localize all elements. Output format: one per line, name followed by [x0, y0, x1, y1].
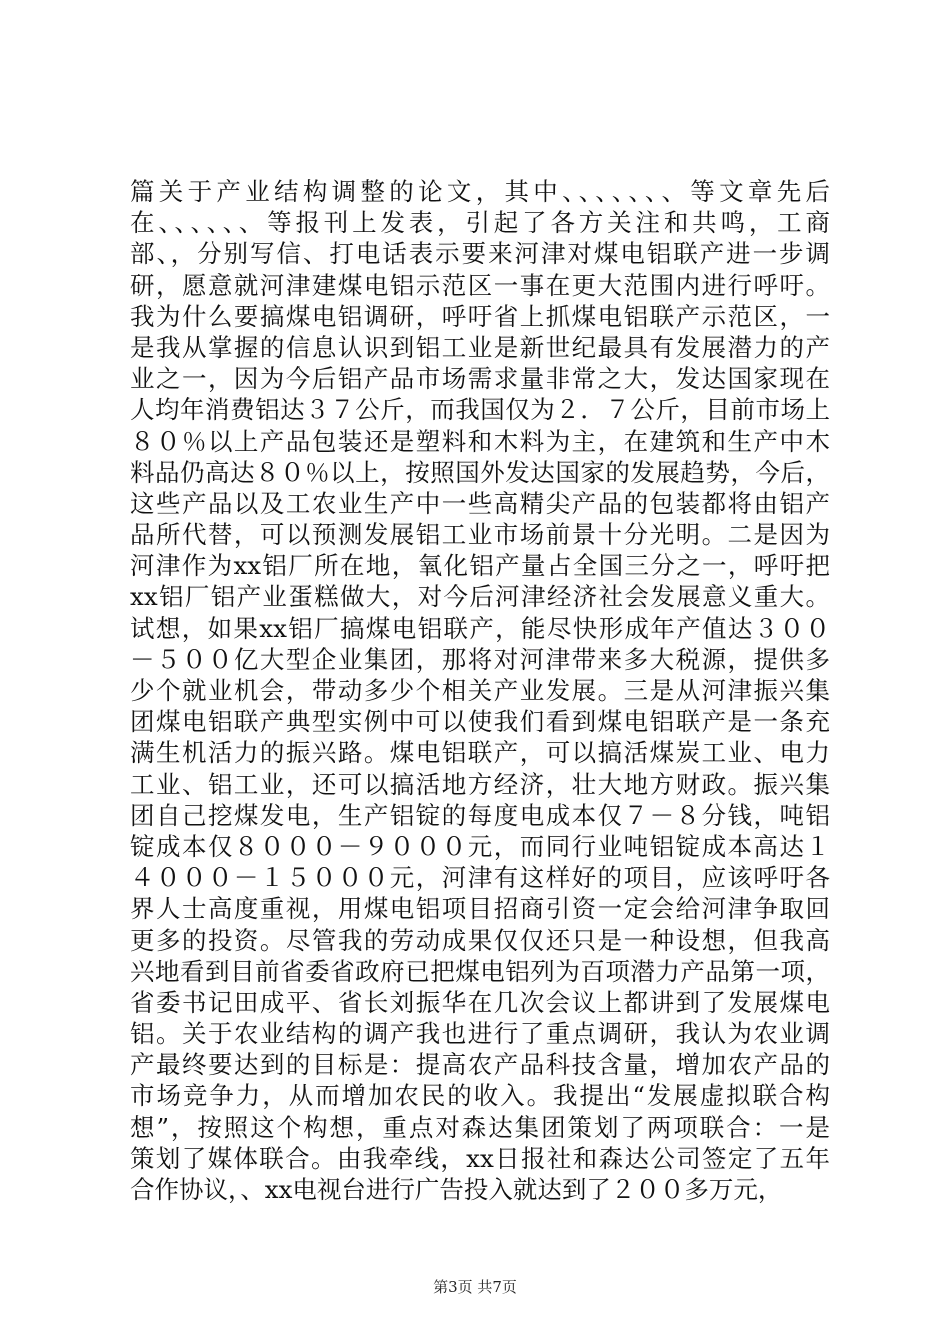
- text-line: 部、，分别写信、打电话表示要来河津对煤电铝联产进一步调: [130, 239, 830, 269]
- text-line: 界人士高度重视，用煤电铝项目招商引资一定会给河津争取回: [130, 894, 830, 924]
- text-line: ８０％以上产品包装还是塑料和木料为主，在建筑和生产中木: [130, 426, 830, 456]
- text-line: 想”，按照这个构想，重点对森达集团策划了两项联合：一是: [130, 1112, 830, 1142]
- text-line: 少个就业机会，带动多少个相关产业发展。三是从河津振兴集: [130, 676, 830, 705]
- text-line: 铝。关于农业结构的调产我也进行了重点调研，我认为农业调: [130, 1019, 830, 1049]
- text-line: 试想，如果xx铝厂搞煤电铝联产，能尽快形成年产值达３００: [130, 613, 830, 643]
- text-line: 河津作为xx铝厂所在地，氧化铝产量占全国三分之一，呼吁把: [130, 551, 830, 581]
- text-line: 品所代替，可以预测发展铝工业市场前景十分光明。二是因为: [130, 520, 830, 550]
- text-line: 这些产品以及工农业生产中一些高精尖产品的包装都将由铝产: [130, 488, 830, 518]
- text-line: 料品仍高达８０％以上，按照国外发达国家的发展趋势，今后，: [130, 457, 830, 487]
- text-line: xx铝厂铝产业蛋糕做大，对今后河津经济社会发展意义重大。: [130, 582, 830, 612]
- text-line: 锭成本仅８０００－９０００元，而同行业吨铝锭成本高达１: [130, 831, 830, 861]
- page-footer: 第3页 共7页: [433, 1278, 517, 1296]
- text-line: 在、、、、、、等报刊上发表，引起了各方关注和共鸣，工商: [130, 208, 830, 238]
- text-line: 工业、铝工业，还可以搞活地方经济，壮大地方财政。振兴集: [130, 769, 830, 799]
- text-line: 策划了媒体联合。由我牵线，xx日报社和森达公司签定了五年: [130, 1143, 830, 1173]
- text-line: 省委书记田成平、省长刘振华在几次会议上都讲到了发展煤电: [130, 987, 830, 1017]
- text-line: 研，愿意就河津建煤电铝示范区一事在更大范围内进行呼吁。: [130, 270, 830, 300]
- body-text: [130, 176, 830, 1205]
- text-line: 人均年消费铝达３７公斤，而我国仅为２．７公斤，目前市场上: [130, 395, 830, 425]
- text-line: －５００亿大型企业集团，那将对河津带来多大税源，提供多: [130, 644, 830, 674]
- text-line: 合作协议，、xx电视台进行广告投入就达到了２００多万元，: [130, 1175, 783, 1204]
- text-line: 团煤电铝联产典型实例中可以使我们看到煤电铝联产是一条充: [130, 707, 830, 737]
- text-line: 业之一，因为今后铝产品市场需求量非常之大，发达国家现在: [130, 364, 830, 394]
- text-line: 市场竞争力，从而增加农民的收入。我提出“发展虚拟联合构: [130, 1081, 830, 1111]
- text-line: 更多的投资。尽管我的劳动成果仅仅还只是一种设想，但我高: [130, 925, 830, 955]
- text-line: ４０００－１５０００元，河津有这样好的项目，应该呼吁各: [130, 863, 830, 893]
- text-line: 产最终要达到的目标是：提高农产品科技含量，增加农产品的: [130, 1050, 830, 1080]
- text-line: 篇关于产业结构调整的论文，其中、、、、、、、等文章先后: [130, 177, 830, 206]
- text-line: 团自己挖煤发电，生产铝锭的每度电成本仅７－８分钱，吨铝: [130, 800, 830, 830]
- text-line: 是我从掌握的信息认识到铝工业是新世纪最具有发展潜力的产: [130, 332, 830, 362]
- text-line: 兴地看到目前省委省政府已把煤电铝列为百项潜力产品第一项，: [130, 956, 830, 986]
- text-line: 满生机活力的振兴路。煤电铝联产，可以搞活煤炭工业、电力: [130, 738, 830, 768]
- text-line: 我为什么要搞煤电铝调研，呼吁省上抓煤电铝联产示范区，一: [130, 301, 830, 331]
